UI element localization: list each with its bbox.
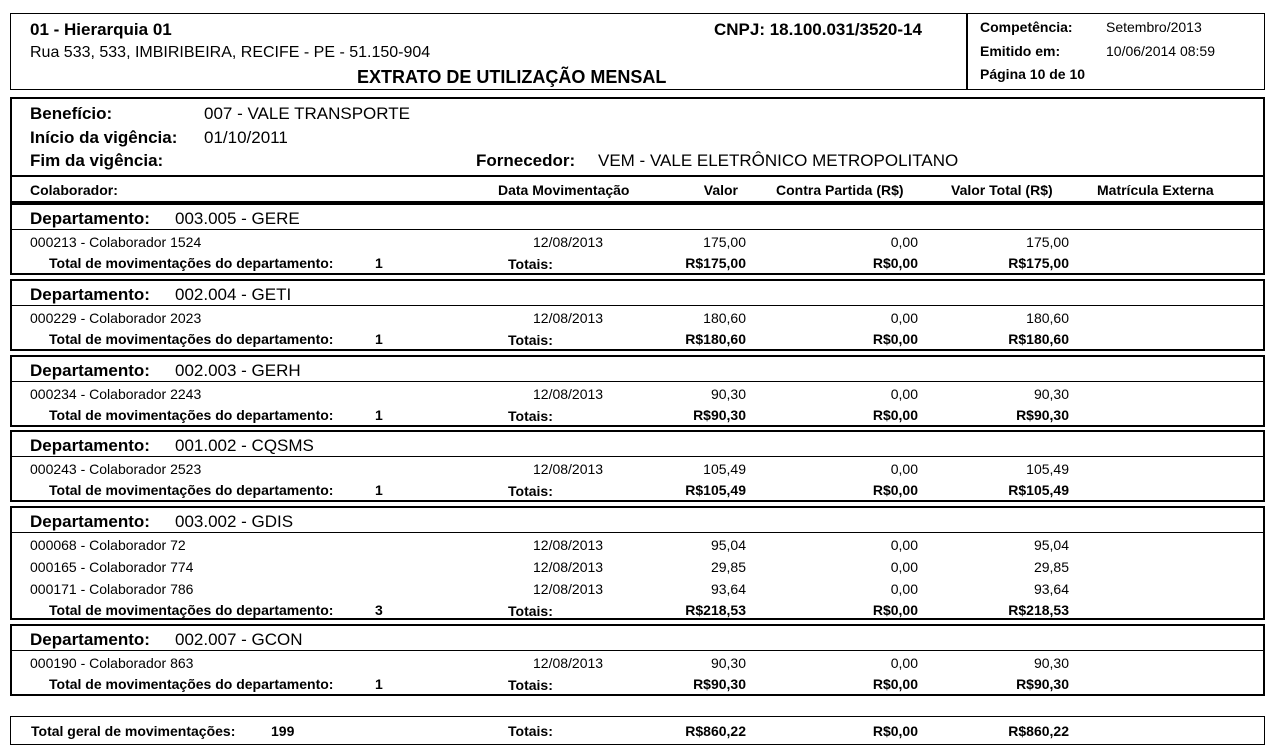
- row-contra: 0,00: [890, 581, 918, 597]
- competencia-value: Setembro/2013: [1106, 19, 1202, 35]
- row-colaborador: 000213 - Colaborador 1524: [30, 234, 202, 250]
- row-contra: 0,00: [890, 461, 918, 477]
- dept-total-valor: R$175,00: [685, 255, 746, 271]
- department-label: Departamento:: [30, 512, 150, 531]
- row-data: 12/08/2013: [533, 386, 604, 402]
- col-valor: Valor: [703, 182, 738, 198]
- beneficio-label: Benefício:: [30, 104, 113, 123]
- department-label: Departamento:: [30, 285, 150, 304]
- department-divider: [11, 381, 1264, 382]
- department-label: Departamento:: [30, 630, 150, 649]
- dept-total-label: Total de movimentações do departamento:: [49, 676, 334, 692]
- cnpj: CNPJ: 18.100.031/3520-14: [714, 20, 922, 39]
- row-colaborador: 000190 - Colaborador 863: [30, 655, 194, 671]
- dept-total-count: 1: [375, 676, 383, 692]
- row-contra: 0,00: [890, 310, 918, 326]
- row-data: 12/08/2013: [533, 581, 604, 597]
- dept-total-count: 1: [375, 255, 383, 271]
- grand-total-label: Total geral de movimentações:: [31, 723, 236, 739]
- dept-total-valor: R$90,30: [693, 407, 746, 423]
- company-address: Rua 533, 533, IMBIRIBEIRA, RECIFE - PE - 51.150-904: [30, 44, 431, 61]
- dept-total-valor: R$105,49: [685, 482, 746, 498]
- fim-label: Fim da vigência:: [30, 151, 164, 170]
- grand-total-valor: R$860,22: [685, 723, 746, 739]
- row-total: 95,04: [1033, 537, 1069, 553]
- department-label: Departamento:: [30, 209, 150, 228]
- row-data: 12/08/2013: [533, 537, 604, 553]
- dept-total-label: Total de movimentações do departamento:: [49, 482, 334, 498]
- row-total: 180,60: [1026, 310, 1069, 326]
- dept-totais-label: Totais:: [508, 332, 553, 348]
- row-total: 175,00: [1026, 234, 1069, 250]
- row-colaborador: 000229 - Colaborador 2023: [30, 310, 202, 326]
- row-contra: 0,00: [890, 655, 918, 671]
- row-valor: 93,64: [710, 581, 746, 597]
- dept-totais-label: Totais:: [508, 677, 553, 693]
- fornecedor-label: Fornecedor:: [476, 151, 576, 170]
- grand-totais-label: Totais:: [508, 723, 553, 739]
- row-contra: 0,00: [890, 559, 918, 575]
- row-colaborador: 000234 - Colaborador 2243: [30, 386, 202, 402]
- dept-total-label: Total de movimentações do departamento:: [49, 255, 334, 271]
- emitido-value: 10/06/2014 08:59: [1106, 43, 1215, 59]
- dept-total-count: 1: [375, 331, 383, 347]
- dept-total-label: Total de movimentações do departamento:: [49, 407, 334, 423]
- department-label: Departamento:: [30, 361, 150, 380]
- col-data: Data Movimentação: [498, 182, 630, 198]
- inicio-label: Início da vigência:: [30, 128, 178, 147]
- grand-total-count: 199: [271, 723, 295, 739]
- department-code: 002.004 - GETI: [175, 285, 292, 304]
- dept-totais-label: Totais:: [508, 408, 553, 424]
- dept-totais-label: Totais:: [508, 603, 553, 619]
- department-divider: [11, 305, 1264, 306]
- inicio-value: 01/10/2011: [204, 128, 288, 147]
- dept-total-total: R$90,30: [1016, 407, 1069, 423]
- dept-total-valor: R$90,30: [693, 676, 746, 692]
- dept-totais-label: Totais:: [508, 256, 553, 272]
- department-code: 003.005 - GERE: [175, 209, 300, 228]
- dept-total-valor: R$180,60: [685, 331, 746, 347]
- dept-totais-label: Totais:: [508, 483, 553, 499]
- dept-total-label: Total de movimentações do departamento:: [49, 602, 334, 618]
- department-divider: [11, 456, 1264, 457]
- page-number: Página 10 de 10: [980, 66, 1086, 82]
- row-valor: 29,85: [710, 559, 746, 575]
- dept-total-valor: R$218,53: [685, 602, 746, 618]
- department-code: 002.007 - GCON: [175, 630, 303, 649]
- row-colaborador: 000171 - Colaborador 786: [30, 581, 194, 597]
- grand-total-contra: R$0,00: [872, 723, 918, 739]
- row-colaborador: 000243 - Colaborador 2523: [30, 461, 202, 477]
- col-colaborador: Colaborador:: [30, 182, 118, 198]
- dept-total-label: Total de movimentações do departamento:: [49, 331, 334, 347]
- row-data: 12/08/2013: [533, 655, 604, 671]
- row-colaborador: 000165 - Colaborador 774: [30, 559, 194, 575]
- emitido-label: Emitido em:: [980, 43, 1061, 59]
- dept-total-total: R$218,53: [1008, 602, 1069, 618]
- grand-total-total: R$860,22: [1008, 723, 1069, 739]
- dept-total-contra: R$0,00: [872, 676, 918, 692]
- dept-total-count: 3: [375, 602, 383, 618]
- dept-total-total: R$90,30: [1016, 676, 1069, 692]
- department-code: 001.002 - CQSMS: [175, 436, 314, 455]
- row-valor: 95,04: [710, 537, 746, 553]
- department-divider: [11, 650, 1264, 651]
- row-data: 12/08/2013: [533, 310, 604, 326]
- competencia-label: Competência:: [980, 19, 1073, 35]
- col-total: Valor Total (R$): [951, 182, 1053, 198]
- row-data: 12/08/2013: [533, 461, 604, 477]
- row-data: 12/08/2013: [533, 234, 604, 250]
- dept-total-contra: R$0,00: [872, 407, 918, 423]
- row-valor: 175,00: [703, 234, 746, 250]
- dept-total-contra: R$0,00: [872, 255, 918, 271]
- row-valor: 90,30: [710, 386, 746, 402]
- col-contra: Contra Partida (R$): [776, 182, 904, 198]
- dept-total-count: 1: [375, 482, 383, 498]
- dept-total-contra: R$0,00: [872, 602, 918, 618]
- department-label: Departamento:: [30, 436, 150, 455]
- dept-total-contra: R$0,00: [872, 331, 918, 347]
- row-valor: 90,30: [710, 655, 746, 671]
- dept-total-contra: R$0,00: [872, 482, 918, 498]
- department-code: 003.002 - GDIS: [175, 512, 294, 531]
- row-total: 93,64: [1033, 581, 1069, 597]
- row-total: 29,85: [1033, 559, 1069, 575]
- col-matricula: Matrícula Externa: [1097, 182, 1214, 198]
- benefit-divider: [11, 175, 1264, 177]
- department-divider: [11, 532, 1264, 533]
- row-contra: 0,00: [890, 386, 918, 402]
- dept-total-total: R$105,49: [1008, 482, 1069, 498]
- department-code: 002.003 - GERH: [175, 361, 301, 380]
- row-contra: 0,00: [890, 537, 918, 553]
- row-total: 90,30: [1033, 386, 1069, 402]
- row-contra: 0,00: [890, 234, 918, 250]
- dept-total-total: R$180,60: [1008, 331, 1069, 347]
- company-name: 01 - Hierarquia 01: [30, 20, 172, 39]
- header-divider: [966, 14, 968, 89]
- dept-total-total: R$175,00: [1008, 255, 1069, 271]
- fornecedor-value: VEM - VALE ELETRÔNICO METROPOLITANO: [598, 151, 959, 170]
- row-valor: 180,60: [703, 310, 746, 326]
- row-valor: 105,49: [703, 461, 746, 477]
- beneficio-value: 007 - VALE TRANSPORTE: [204, 104, 410, 123]
- report-title: EXTRATO DE UTILIZAÇÃO MENSAL: [357, 67, 667, 87]
- department-divider: [11, 229, 1264, 230]
- row-data: 12/08/2013: [533, 559, 604, 575]
- dept-total-count: 1: [375, 407, 383, 423]
- row-total: 90,30: [1033, 655, 1069, 671]
- row-colaborador: 000068 - Colaborador 72: [30, 537, 186, 553]
- row-total: 105,49: [1026, 461, 1069, 477]
